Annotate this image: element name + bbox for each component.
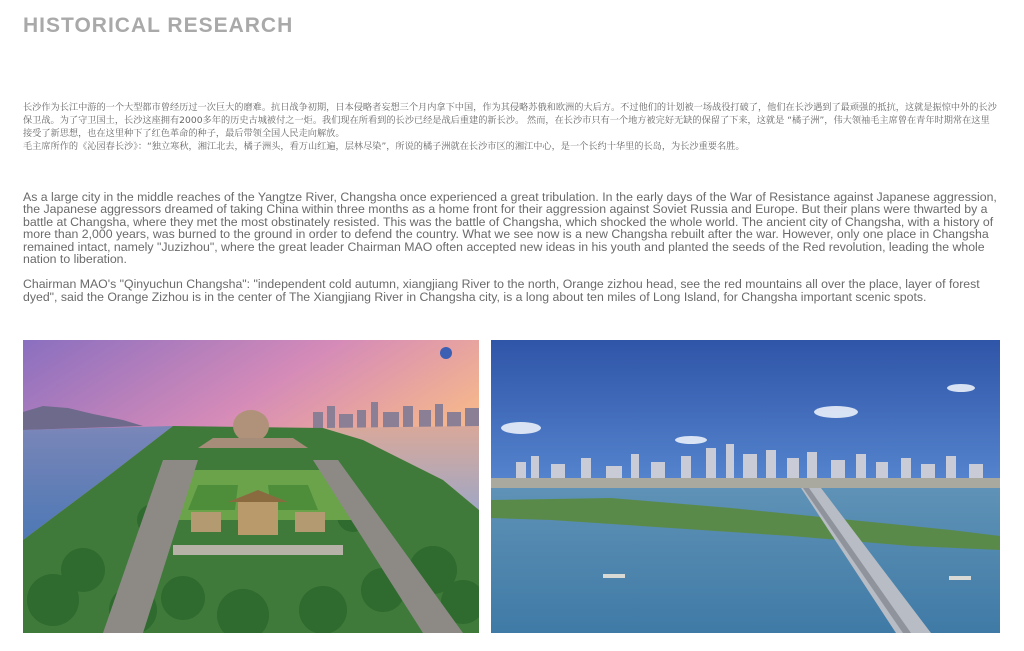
chinese-paragraph-2: 毛主席所作的《沁园春长沙》：“独立寒秋，湘江北去，橘子洲头，看万山红遍，层林尽染”，所说的橘子洲就在长沙市区的湘江中心，是一个长约十华里的长岛，为长沙重要名胜。: [23, 141, 745, 152]
english-paragraph-2: Chairman MAO's "Qinyuchun Changsha": "independent cold autumn, xiangjiang River to the north, Orange zizhou head, see the red mountains all over the place, layer of forest dyed", said the Orange Zizhou is in the center of The Xiangjiang River in Changsha city, is a long about ten miles of Long Island, for Changsha important scenic spots.: [23, 277, 980, 304]
changsha-river-bridge-photo: [491, 340, 1000, 633]
english-paragraph-1: As a large city in the middle reaches of the Yangtze River, Changsha once experienced a great tribulation. In the early days of the War of Resistance against Japanese aggression, the Japanese aggressors dreamed of taking China within three months as a home front for their aggression against Soviet Russia and Europe. But their plans were thwarted by a battle at Changsha, where they met the most obstinately resisted. This was the battle of Changsha, which shocked the whole world. The ancient city of Changsha, with a history of more than 2,000 years, was burned to the ground in order to defend the country. What we see now is a new Changsha rebuilt after the war. However, only one place in Changsha remained intact, namely "Juzizhou", where the great leader Chairman MAO often accepted new ideas in his youth and planted the seeds of the Red revolution, leading the whole nation to liberation.: [23, 190, 997, 267]
chinese-description: [23, 101, 998, 153]
page-title: HISTORICAL RESEARCH: [23, 14, 294, 37]
chinese-paragraph-1: 长沙作为长江中游的一个大型都市曾经历过一次巨大的磨难。抗日战争初期，日本侵略者妄想三个月内拿下中国，作为其侵略苏俄和欧洲的大后方。不过他们的计划被一场战役打破了，他们在长沙遇到了最顽强的抵抗，这就是振惊中外的长沙保卫战。为了守卫国土，长沙这座拥有2000多年的历史古城被付之一炬。我们现在所看到的长沙已经是战后重建的新长沙。 然而，在长沙市只有一个地方被完好无缺的保留了下来，这就是 “橘子洲”，伟大领袖毛主席曾在青年时期常在这里接受了新思想，也在这里种下了红色革命的种子，最后带领全国人民走向解放。: [23, 102, 997, 139]
mao-statue-park-photo: [23, 340, 479, 633]
english-description: [23, 191, 1003, 303]
